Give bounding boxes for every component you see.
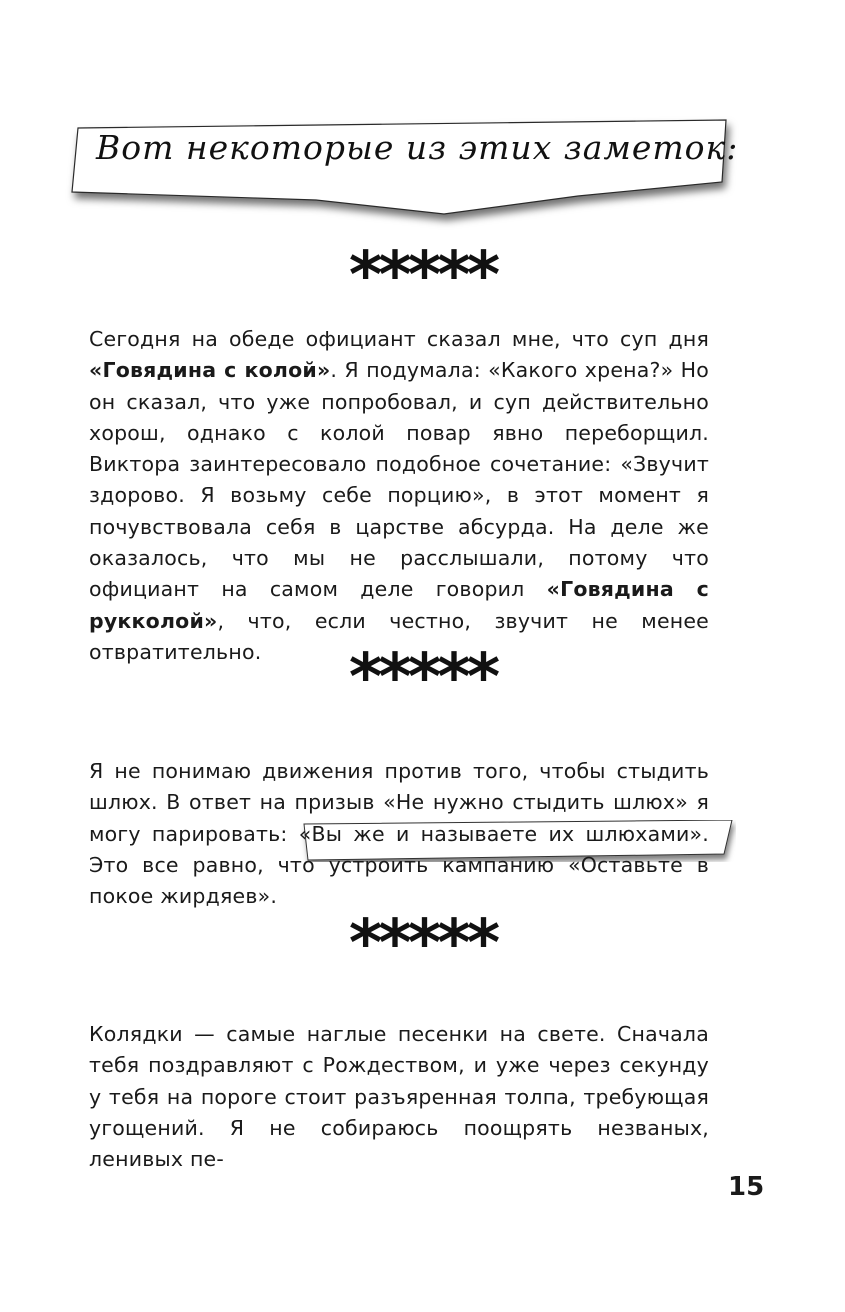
- paragraph-text: Это все равно, что устроить кампанию «Оставьте в покое жирдяев».: [89, 852, 709, 909]
- highlighted-quote: «Вы же и называете их шлюхами».: [298, 821, 710, 846]
- paragraph-carols: [89, 1019, 709, 1175]
- paragraph-text: . Я подумала: «Какого хрена?» Но он сказал, что уже попробовал, и суп действительно хорош, однако с колой повар явно переборщил. Виктора заинтересовало подобное сочетание: «Звучит здорово. Я возьму себе порцию», в этот момент я почувствовала себя в царстве абсурда. На деле же оказалось, что мы не расслышали, потому что официант на самом деле говорил: [89, 358, 710, 602]
- banner-shape: [0, 0, 845, 240]
- paragraph-bold: «Говядина с рукколой»: [89, 577, 709, 633]
- separator-stars: *****: [348, 239, 497, 313]
- page-number: 15: [728, 1172, 765, 1202]
- paragraph-soup: [89, 324, 709, 668]
- paragraph-bold: «Говядина с колой»: [89, 358, 331, 383]
- paragraph-text: Я не понимаю движения против того, чтобы стыдить шлюх. В ответ на призыв «Не нужно стыдить шлюх» я могу парировать:: [89, 759, 709, 846]
- separator-stars: *****: [348, 641, 497, 715]
- paragraph-text: Колядки — самые наглые песенки на свете. Сначала тебя поздравляют с Рождеством, и уже через секунду у тебя на пороге стоит разъяренная толпа, требующая угощений. Я не собираюсь поощрять незваных, ленивых пе-: [89, 1022, 709, 1172]
- separator-stars: *****: [348, 907, 497, 981]
- paragraph-text: , что, если честно, звучит не менее отвратительно.: [89, 608, 709, 664]
- banner-title: Вот некоторые из этих заметок:: [96, 128, 739, 167]
- title-banner: [0, 0, 845, 240]
- paragraph-shaming: [89, 756, 709, 912]
- paragraph-text: Сегодня на обеде официант сказал мне, что суп дня: [89, 327, 709, 351]
